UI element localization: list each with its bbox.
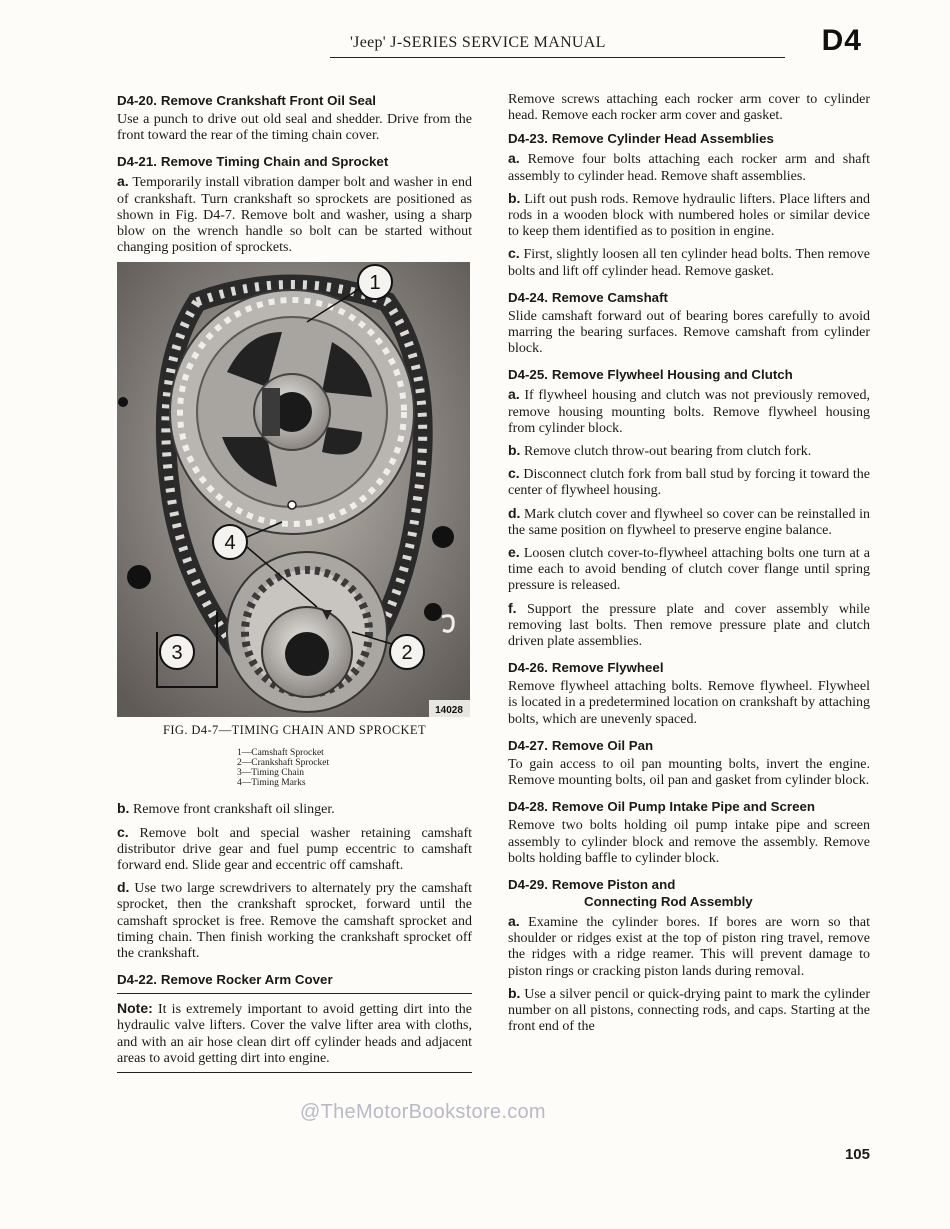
step-f: f. Support the pressure plate and cover assembly while removing last bolts. Then remove pressure plate and clutch driven plate assemblies.: [508, 599, 870, 650]
section-heading: D4-21. Remove Timing Chain and Sprocket: [117, 154, 389, 170]
left-column: [117, 92, 472, 1082]
callout-4: 4: [224, 532, 236, 555]
figure-caption: FIG. D4-7—TIMING CHAIN AND SPROCKET: [163, 723, 426, 738]
step-a: a. Remove four bolts attaching each rocker arm and shaft assembly to cylinder head. Remove shaft assemblies.: [508, 150, 871, 184]
section-heading: D4-27. Remove Oil Pan: [508, 737, 654, 753]
watermark: @TheMotorBookstore.com: [300, 1101, 546, 1123]
legend-item: 3—Timing Chain: [237, 768, 304, 779]
timing-chain-figure: [117, 262, 470, 717]
legend-item: 2—Crankshaft Sprocket: [237, 758, 330, 769]
note-paragraph: Note: It is extremely important to avoid getting dirt into the hydraulic valve lifters. Cover the valve lifter area with cloths, and with an air hose clean dirt off cylinder heads and adjacent areas to avoid getting dirt into engine.: [117, 1000, 472, 1066]
step-a: a. If flywheel housing and clutch was not previously removed, remove housing mounting bolts. Remove flywheel housing from cylinder block.: [508, 386, 871, 436]
running-header: 'Jeep' J-SERIES SERVICE MANUAL: [350, 34, 606, 51]
callout-1: 1: [369, 272, 381, 295]
section-heading: D4-20. Remove Crankshaft Front Oil Seal: [117, 93, 376, 108]
section-heading: D4-24. Remove Camshaft: [508, 289, 668, 305]
callout-2: 2: [401, 642, 413, 665]
paragraph: To gain access to oil pan mounting bolts, invert the engine. Remove mounting bolts, oil pan and gasket from cylinder block.: [508, 756, 870, 789]
paragraph: Use a punch to drive out old seal and shedder. Drive from the front toward the rear of the timing chain cover.: [117, 112, 472, 144]
legend-item: 1—Camshaft Sprocket: [237, 748, 324, 759]
step-b: b. Remove clutch throw-out bearing from clutch fork.: [508, 442, 812, 460]
section-heading: D4-25. Remove Flywheel Housing and Clutch: [508, 367, 793, 383]
section-d4-24: [508, 289, 870, 358]
paragraph: Remove screws attaching each rocker arm cover to cylinder head. Remove each rocker arm cover and gasket.: [508, 92, 870, 124]
step-b: b. Remove front crankshaft oil slinger.: [117, 800, 335, 818]
section-d4-28: [508, 798, 870, 867]
section-d4-29: [508, 876, 870, 1035]
note-rule-bottom: [117, 1072, 472, 1073]
callout-3: 3: [171, 642, 183, 665]
section-d4-23: [508, 130, 870, 279]
section-code: D4: [821, 24, 862, 57]
section-heading: D4-22. Remove Rocker Arm Cover: [117, 972, 333, 988]
timing-chain-illustration: [117, 262, 470, 717]
step-b: b. Lift out push rods. Remove hydraulic lifters. Place lifters and rods in a wooden block with numbered holes or similar device to keep them identified as to position in engine.: [508, 189, 871, 240]
section-d4-27: [508, 737, 870, 789]
section-d4-20: [117, 92, 472, 144]
note-rule-top: [117, 993, 472, 994]
step-e: e. Loosen clutch cover-to-flywheel attaching bolts one turn at a time each to avoid bending of clutch cover flange until spring pressure is released.: [508, 544, 870, 594]
page-number: 105: [844, 1146, 870, 1163]
section-d4-22: [117, 971, 472, 1073]
section-heading: D4-26. Remove Flywheel: [508, 660, 664, 676]
right-column: [508, 92, 870, 1044]
paragraph: Slide camshaft forward out of bearing bores carefully to avoid marring the bearing surfaces. Remove camshaft from cylinder block.: [508, 308, 870, 357]
section-d4-22-continued: [508, 92, 870, 124]
header-rule: [330, 57, 785, 58]
step-d: d. Mark clutch cover and flywheel so cover can be reinstalled in the same position on flywheel to preserve engine balance.: [508, 504, 870, 538]
section-heading: D4-29. Remove Piston and Connecting Rod Assembly: [508, 876, 753, 909]
step-b: b. Use a silver pencil or quick-drying paint to mark the cylinder number on all pistons, connecting rods, and caps. Starting at the front end of the: [508, 984, 871, 1035]
figure-image-number: 14028: [435, 705, 463, 717]
step-c: c. Disconnect clutch fork from ball stud by forcing it toward the center of flywheel housing.: [508, 465, 871, 499]
step-a: a. Examine the cylinder bores. If bores are worn so that shoulder or ridges exist at the top of piston ring travel, remove the ridges with a ridge reamer. This will prevent damage to piston rings or cracking piston lands during removal.: [508, 912, 870, 979]
section-d4-26: [508, 659, 870, 728]
paragraph: Remove two bolts holding oil pump intake pipe and screen assembly to cylinder block and remove the assembly. Remove bolts holding baffle to cylinder block.: [508, 818, 870, 866]
section-d4-21-continued: [117, 800, 472, 962]
step-c: c. First, slightly loosen all ten cylinder head bolts. Then remove bolts and lift off cylinder head. Remove gasket.: [508, 245, 870, 279]
legend-item: 4—Timing Marks: [237, 778, 306, 789]
step-d: d. Use two large screwdrivers to alternately pry the camshaft sprocket, then the crankshaft sprocket, forward until the camshaft sprocket is free. Remove the camshaft sprocket and timing chain. Then finish working the crankshaft sprocket off the crankshaft.: [117, 879, 472, 962]
step-c: c. Remove bolt and special washer retaining camshaft distributor drive gear and fuel pump eccentric to camshaft forward end. Slide gear and eccentric off camshaft.: [117, 823, 472, 874]
paragraph: Remove flywheel attaching bolts. Remove flywheel. Flywheel is located in a predetermined location on crankshaft by attaching bolts, which are unevenly spaced.: [508, 679, 870, 727]
step-a: a. Temporarily install vibration damper bolt and washer in end of crankshaft. Turn crankshaft so sprockets are positioned as shown in Fig. D4-7. Remove bolt and washer, using a sharp blow on the wrench handle so bolt can be started without changing position of sprockets.: [117, 173, 472, 256]
section-heading: D4-23. Remove Cylinder Head Assemblies: [508, 131, 774, 147]
section-d4-21: [117, 153, 472, 256]
section-heading: D4-28. Remove Oil Pump Intake Pipe and Screen: [508, 799, 815, 815]
section-d4-25: [508, 366, 870, 650]
figure-legend: [237, 748, 352, 788]
